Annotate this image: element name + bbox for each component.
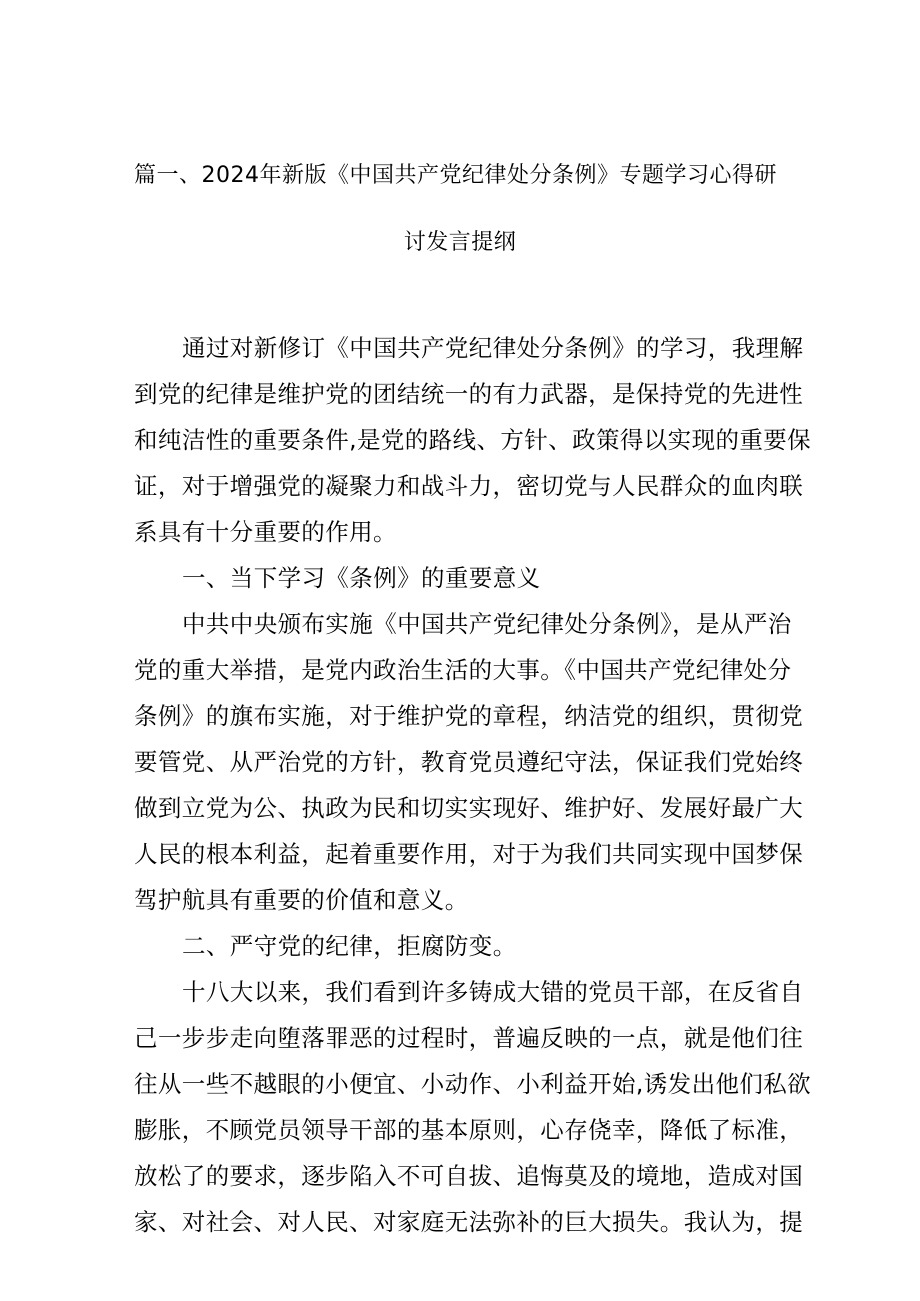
- paragraph-section2-line-6: 家、对社会、对人民、对家庭无法弥补的巨大损失。我认为，提: [134, 1208, 804, 1236]
- paragraph-intro-line-1: 通过对新修订《中国共产党纪律处分条例》的学习，我理解: [182, 334, 804, 362]
- paragraph-section2-line-3: 往从一些不越眼的小便宜、小动作、小利益开始,诱发出他们私欲: [134, 1070, 812, 1098]
- paragraph-section2-line-1: 十八大以来，我们看到许多铸成大错的党员干部，在反省自: [182, 978, 804, 1006]
- paragraph-section1-line-7: 驾护航具有重要的价值和意义。: [134, 886, 469, 914]
- paragraph-section1-line-5: 做到立党为公、执政为民和切实实现好、维护好、发展好最广大: [134, 794, 804, 822]
- paragraph-intro-line-5: 系具有十分重要的作用。: [134, 518, 397, 546]
- section-heading-2: 二、严守党的纪律，拒腐防变。: [182, 932, 517, 960]
- paragraph-section1-line-1: 中共中央颁布实施《中国共产党纪律处分条例》，是从严治: [182, 610, 792, 638]
- paragraph-section2-line-5: 放松了的要求，逐步陷入不可自拔、追悔莫及的境地，造成对国: [134, 1162, 804, 1190]
- paragraph-section1-line-4: 要管党、从严治党的方针，教育党员遵纪守法，保证我们党始终: [134, 748, 804, 776]
- document-body: [134, 325, 812, 1245]
- paragraph-intro-line-3: 和纯洁性的重要条件,是党的路线、方针、政策得以实现的重要保: [134, 426, 812, 454]
- paragraph-intro-line-2: 到党的纪律是维护党的团结统一的有力武器，是保持党的先进性: [134, 380, 804, 408]
- paragraph-section2-line-4: 膨胀，不顾党员领导干部的基本原则，心存侥幸，降低了标准，: [134, 1116, 804, 1144]
- paragraph-intro-line-4: 证，对于增强党的凝聚力和战斗力，密切党与人民群众的血肉联: [134, 472, 804, 500]
- paragraph-section1-line-6: 人民的根本利益，起着重要作用，对于为我们共同实现中国梦保: [134, 840, 804, 868]
- document-title-line-2: 讨发言提纲: [403, 230, 517, 255]
- paragraph-section1-line-2: 党的重大举措，是党内政治生活的大事。《中国共产党纪律处分: [134, 656, 792, 684]
- paragraph-section2-line-2: 己一步步走向堕落罪恶的过程时，普遍反映的一点，就是他们往: [134, 1024, 804, 1052]
- section-heading-1: 一、当下学习《条例》的重要意义: [182, 564, 541, 592]
- document-title-line-1: 篇一、2024年新版《中国共产党纪律处分条例》专题学习心得研: [134, 163, 777, 188]
- paragraph-section1-line-3: 条例》的旗布实施，对于维护党的章程，纳洁党的组织，贯彻党: [134, 702, 804, 730]
